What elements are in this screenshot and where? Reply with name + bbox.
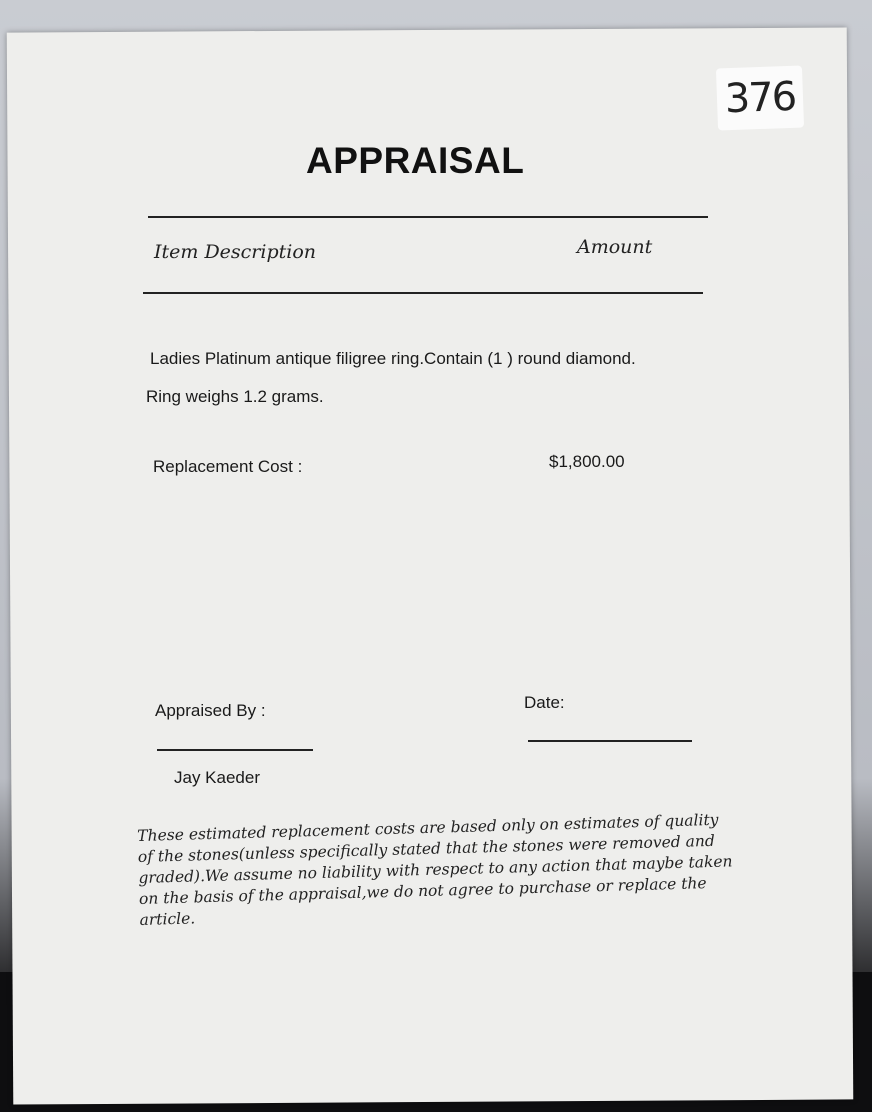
amount-heading: Amount — [577, 236, 653, 258]
lot-number: 376 — [724, 73, 796, 123]
appraiser-signature-line — [157, 749, 313, 751]
disclaimer-text: These estimated replacement costs are based only on estimates of quality of the stones(unless specifically stated that the stones were removed and graded).We assume no liability with respect to any action that maybe taken on the basis of the appraisal,we do not agree to purchase or replace the article. — [137, 810, 733, 929]
date-label: Date: — [524, 693, 565, 712]
replacement-cost-amount: $1,800.00 — [549, 452, 625, 471]
item-description-line-1: Ladies Platinum antique filigree ring.Contain (1 ) round diamond. — [150, 349, 636, 368]
date-line — [528, 740, 692, 742]
appraiser-name: Jay Kaeder — [174, 768, 260, 787]
header-top-rule — [148, 216, 708, 218]
document-title: APPRAISAL — [306, 140, 525, 181]
lot-number-sticker — [716, 66, 804, 131]
item-description-heading: Item Description — [154, 241, 317, 263]
item-description-line-2: Ring weighs 1.2 grams. — [146, 387, 324, 406]
header-bottom-rule — [143, 292, 703, 294]
replacement-cost-label: Replacement Cost : — [153, 457, 303, 476]
appraisal-sheet — [7, 27, 854, 1104]
appraised-by-label: Appraised By : — [155, 701, 266, 720]
